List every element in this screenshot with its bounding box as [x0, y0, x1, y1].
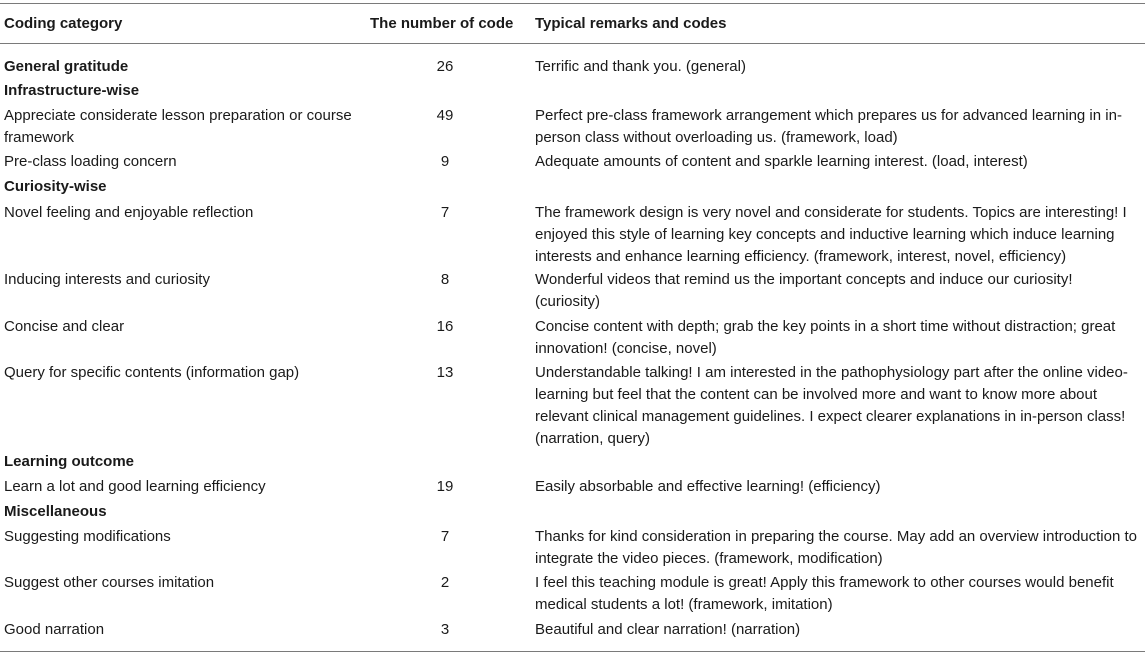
header-number-of-code: The number of code [370, 15, 514, 32]
section-curiosity-wise: Curiosity-wise [4, 178, 107, 195]
table-cell-remarks: Concise content with depth; grab the key points in a short time without distraction; great innovation! (concise, novel) [535, 318, 1116, 357]
table-cell-category: Suggest other courses imitation [4, 574, 215, 591]
table-cell-count: 13 [436, 364, 454, 381]
table-cell-category: Good narration [4, 621, 105, 638]
table-cell-category: Suggesting modifications [4, 528, 171, 545]
table-cell-count: 3 [440, 621, 450, 638]
header-rule [0, 43, 1145, 44]
table-cell-count: 9 [440, 153, 450, 170]
table-cell-count: 26 [436, 58, 454, 75]
table-cell-count: 49 [436, 107, 454, 124]
table-cell-category: Query for specific contents (information gap) [4, 364, 300, 381]
table-cell-remarks: Perfect pre-class framework arrangement which prepares us for advanced learning in in-person class without overloading us. (framework, load) [535, 107, 1122, 146]
table-top-rule [0, 3, 1145, 4]
table-cell-category: Learn a lot and good learning efficiency [4, 478, 266, 495]
table-cell-count: 7 [440, 204, 450, 221]
section-general-gratitude: General gratitude [4, 58, 129, 75]
table-cell-count: 16 [436, 318, 454, 335]
table-cell-remarks: Terrific and thank you. (general) [535, 58, 746, 75]
table-cell-count: 19 [436, 478, 454, 495]
header-coding-category: Coding category [4, 15, 123, 32]
table-cell-remarks: The framework design is very novel and considerate for students. Topics are interesting! I enjoyed this style of learning key concepts and inductive learning which induce learning interests and enhance learning efficiency. (framework, interest, novel, efficiency) [535, 204, 1127, 265]
table-cell-count: 8 [440, 271, 450, 288]
table-cell-remarks: Easily absorbable and effective learning! (efficiency) [535, 478, 881, 495]
table-cell-remarks: I feel this teaching module is great! Apply this framework to other courses would benefit medical students a lot! (framework, imitation) [535, 574, 1114, 613]
table-cell-count: 7 [440, 528, 450, 545]
table-bottom-rule [0, 651, 1145, 652]
table-cell-category: Novel feeling and enjoyable reflection [4, 204, 254, 221]
table-cell-category: Appreciate considerate lesson preparation or course framework [4, 107, 352, 146]
section-miscellaneous: Miscellaneous [4, 503, 107, 520]
table-cell-category: Concise and clear [4, 318, 125, 335]
table-cell-remarks: Thanks for kind consideration in preparing the course. May add an overview introduction to integrate the video pieces. (framework, modification) [535, 528, 1137, 567]
table-cell-remarks: Adequate amounts of content and sparkle learning interest. (load, interest) [535, 153, 1028, 170]
header-typical-remarks: Typical remarks and codes [535, 15, 727, 32]
table-cell-count: 2 [440, 574, 450, 591]
section-learning-outcome: Learning outcome [4, 453, 135, 470]
table-cell-remarks: Wonderful videos that remind us the important concepts and induce our curiosity! (curiosity) [535, 271, 1073, 310]
table-cell-category: Pre-class loading concern [4, 153, 177, 170]
table-cell-remarks: Understandable talking! I am interested in the pathophysiology part after the online video-learning but feel that the content can be involved more and want to know more about relevant clinical management guidelines. I expect clearer explanations in in-person class! (narration, query) [535, 364, 1128, 447]
section-infrastructure-wise: Infrastructure-wise [4, 82, 140, 99]
table-cell-remarks: Beautiful and clear narration! (narration) [535, 621, 801, 638]
table-cell-category: Inducing interests and curiosity [4, 271, 210, 288]
